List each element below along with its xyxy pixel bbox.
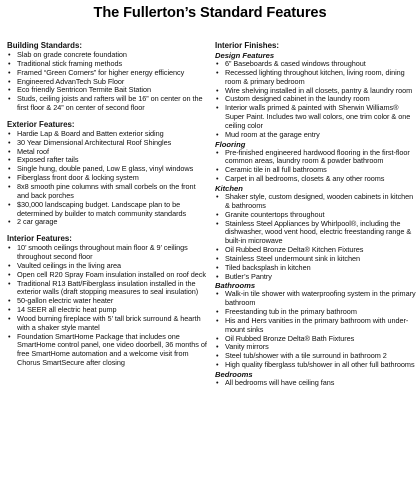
list-item: • 14 SEER all electric heat pump: [7, 306, 209, 315]
list-item: • Foundation SmartHome Package that includes one SmartHome control panel, one video doorbell, 36 months of free SmartHome automation and a welcome visit from Chorus SmartSecure after closing: [7, 333, 209, 368]
feature-list: [7, 244, 209, 368]
section-building-standards: [7, 41, 209, 113]
list-item: • Custom designed cabinet in the laundry room: [215, 95, 419, 104]
list-item: • Butler’s Pantry: [215, 273, 419, 282]
list-item: • Freestanding tub in the primary bathroom: [215, 308, 419, 317]
list-item: • Stainless Steel Appliances by Whirlpool®, including the dishwasher, wood vent hood, electric freestanding range & built-in microwave: [215, 220, 419, 247]
section-interior-finishes: [215, 41, 419, 388]
list-item: • Walk-in tile shower with waterproofing system in the primary bathroom: [215, 290, 419, 308]
list-item: • Vaulted ceilings in the living area: [7, 262, 209, 271]
list-item: • 50-gallon electric water heater: [7, 297, 209, 306]
list-item: • Fiberglass front door & locking system: [7, 174, 209, 183]
list-item: • Exposed rafter tails: [7, 156, 209, 165]
list-item: • Vanity mirrors: [215, 343, 419, 352]
section-heading: Interior Finishes:: [215, 41, 280, 50]
list-item: • Framed “Green Corners” for higher energy efficiency: [7, 69, 209, 78]
section-heading: Interior Features:: [7, 234, 72, 244]
list-item: • Hardie Lap & Board and Batten exterior siding: [7, 130, 209, 139]
list-item: • Oil Rubbed Bronze Delta® Kitchen Fixtures: [215, 246, 419, 255]
list-item: • Interior walls primed & painted with Sherwin Williams® Super Paint. Includes two wall colors, one trim color & one ceiling color: [215, 104, 419, 131]
list-item: • Engineered AdvanTech Sub Floor: [7, 78, 209, 87]
left-column: [7, 41, 209, 375]
list-item: • 8x8 smooth pine columns with small corbels on the front and back porches: [7, 183, 209, 201]
list-item: • Ceramic tile in all full bathrooms: [215, 166, 419, 175]
feature-list: [215, 379, 419, 388]
subsection-heading: Bedrooms: [215, 370, 253, 379]
subsection-flooring: [215, 140, 419, 184]
list-item: • Open cell R20 Spray Foam insulation installed on roof deck: [7, 271, 209, 280]
section-interior-features: [7, 234, 209, 368]
list-item: • Stainless Steel undermount sink in kitchen: [215, 255, 419, 264]
feature-list: [215, 193, 419, 281]
list-item: • Traditional R13 Batt/Fiberglass insulation installed in the exterior walls (draft stopping measures to seal insulation): [7, 280, 209, 298]
list-item: • 10’ smooth ceilings throughout main floor & 9’ ceilings throughout second floor: [7, 244, 209, 262]
section-exterior-features: [7, 120, 209, 227]
subsection-heading: Bathrooms: [215, 281, 256, 291]
list-item: • Metal roof: [7, 148, 209, 157]
subsection-bedrooms: [215, 370, 419, 388]
subsection-design-features: [215, 51, 419, 140]
list-item: • Wire shelving installed in all closets, pantry & laundry room: [215, 87, 419, 96]
right-column: [215, 41, 419, 388]
list-item: • Pre-finished engineered hardwood flooring in the first-floor common areas, laundry room & powder bathroom: [215, 149, 419, 167]
list-item: • His and Hers vanities in the primary bathroom with under-mount sinks: [215, 317, 419, 335]
list-item: • Eco friendly Sentricon Termite Bait Station: [7, 86, 209, 95]
list-item: • 30 Year Dimensional Architectural Roof Shingles: [7, 139, 209, 148]
section-heading: Exterior Features:: [7, 119, 75, 129]
section-heading: Building Standards:: [7, 41, 82, 50]
list-item: • Single hung, double paned, Low E glass, vinyl windows: [7, 165, 209, 174]
subsection-heading: Flooring: [215, 139, 246, 149]
feature-list: [7, 130, 209, 227]
list-item: • Recessed lighting throughout kitchen, living room, dining room & primary bedroom: [215, 69, 419, 87]
list-item: • Carpet in all bedrooms, closets & any other rooms: [215, 175, 419, 184]
feature-list: [7, 51, 209, 113]
subsection-bathrooms: [215, 281, 419, 370]
page-title: The Fullerton’s Standard Features: [93, 5, 327, 21]
list-item: • Steel tub/shower with a tile surround in bathroom 2: [215, 352, 419, 361]
subsection-heading: Design Features: [215, 51, 275, 60]
feature-list: [215, 149, 419, 184]
list-item: • Slab on grade concrete foundation: [7, 51, 209, 60]
list-item: • $30,000 landscaping budget. Landscape plan to be determined by builder to match community standards: [7, 201, 209, 219]
list-item: • Traditional stick framing methods: [7, 60, 209, 69]
subsection-kitchen: [215, 184, 419, 281]
list-item: • 2 car garage: [7, 218, 209, 227]
list-item: • Tiled backsplash in kitchen: [215, 264, 419, 273]
list-item: • Granite countertops throughout: [215, 211, 419, 220]
feature-list: [215, 60, 419, 140]
list-item: • Shaker style, custom designed, wooden cabinets in kitchen & bathrooms: [215, 193, 419, 211]
list-item: • All bedrooms will have ceiling fans: [215, 379, 419, 388]
list-item: • Oil Rubbed Bronze Delta® Bath Fixtures: [215, 335, 419, 344]
list-item: • High quality fiberglass tub/shower in all other full bathrooms: [215, 361, 419, 370]
feature-list: [215, 290, 419, 370]
list-item: • 6” Baseboards & cased windows throughout: [215, 60, 419, 69]
subsection-heading: Kitchen: [215, 183, 243, 193]
list-item: • Studs, ceiling joists and rafters will be 16” on center on the first floor & 24” on center of second floor: [7, 95, 209, 113]
list-item: • Mud room at the garage entry: [215, 131, 419, 140]
list-item: • Wood burning fireplace with 5’ tall brick surround & hearth with a shaker style mantel: [7, 315, 209, 333]
